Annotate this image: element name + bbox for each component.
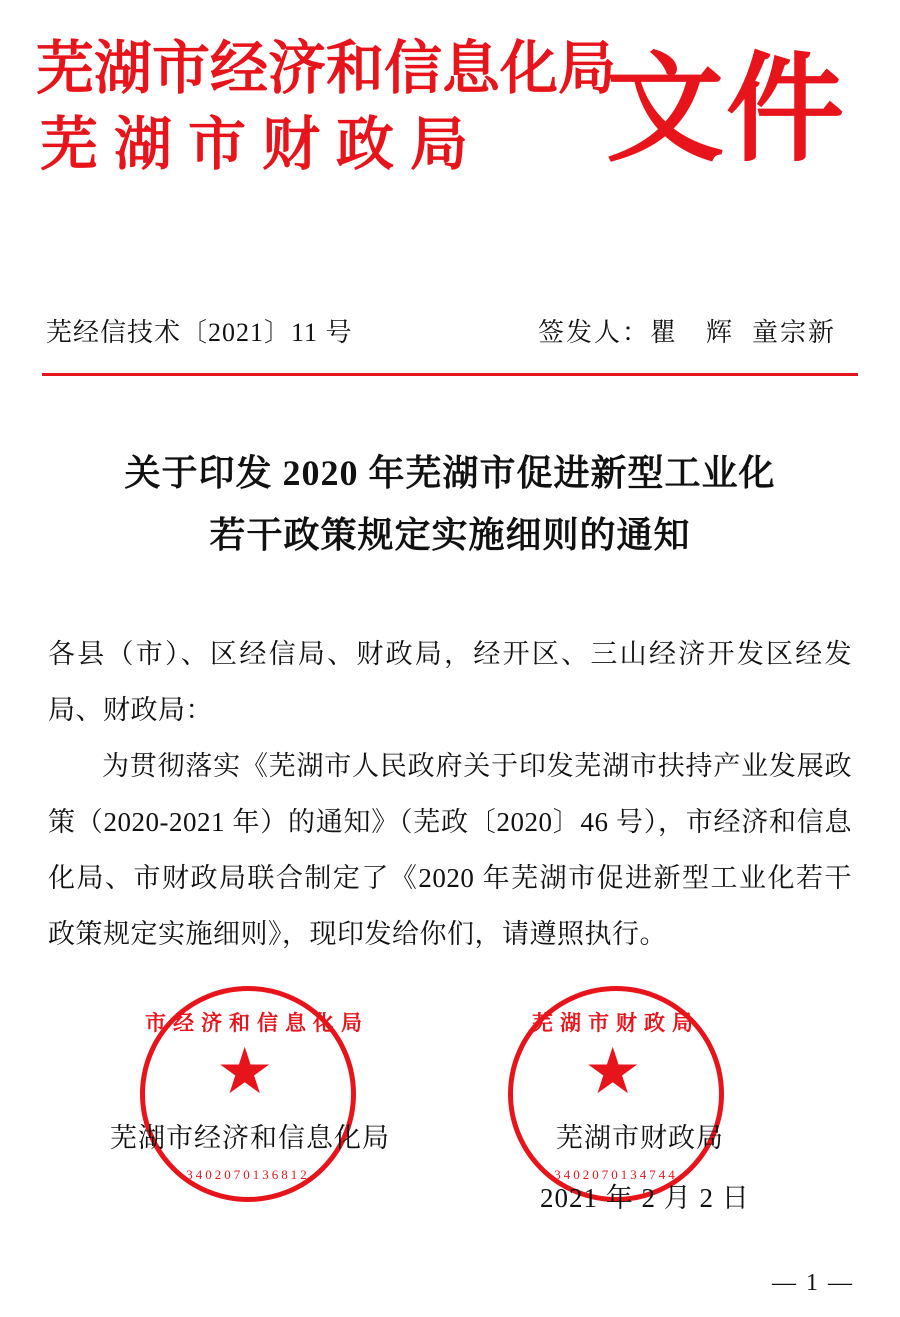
seal-2-arc-text: 芜湖市财政局 bbox=[532, 1011, 700, 1035]
signature-area bbox=[36, 976, 864, 1276]
official-seal-finance bbox=[508, 986, 724, 1202]
seal-1-arc-text: 市经济和信息化局 bbox=[145, 1011, 369, 1035]
issuing-org-line-2: 芜湖市财政局 bbox=[40, 112, 485, 177]
document-number: 芜经信技术〔2021〕11 号 bbox=[46, 318, 353, 347]
seal-1-serial: 3402070136812 bbox=[186, 1167, 310, 1182]
red-divider-rule bbox=[42, 373, 858, 376]
issue-date: 2021 年 2 月 2 日 bbox=[540, 1183, 750, 1213]
letterhead bbox=[36, 0, 864, 260]
document-number-row bbox=[36, 260, 864, 349]
signer-label: 签发人： bbox=[537, 318, 650, 347]
signer-name-1: 瞿 辉 bbox=[649, 318, 734, 347]
salutation: 各县（市）、区经信局、财政局，经开区、三山经济开发区经发局、财政局： bbox=[48, 639, 852, 725]
issuing-organizations bbox=[36, 34, 676, 180]
signer-org-label-1: 芜湖市经济和信息化局 bbox=[110, 1123, 390, 1153]
title-line-2: 若干政策规定实施细则的通知 bbox=[209, 515, 691, 555]
page-number: — 1 — bbox=[772, 1270, 854, 1296]
title-line-1: 关于印发 2020 年芜湖市促进新型工业化 bbox=[124, 453, 776, 493]
issuing-org-line-1: 芜湖市经济和信息化局 bbox=[36, 36, 617, 101]
document-title bbox=[36, 442, 864, 566]
official-seal-economy bbox=[140, 986, 369, 1202]
document-word: 文件 bbox=[605, 45, 846, 176]
document-body bbox=[36, 626, 864, 962]
signer-org-label-2: 芜湖市财政局 bbox=[556, 1123, 724, 1153]
body-paragraph-1: 为贯彻落实《芜湖市人民政府关于印发芜湖市扶持产业发展政策（2020-2021 年）的通知》（芜政〔2020〕46 号），市经济和信息化局、市财政局联合制定了《2020 年芜湖市促进新型工业化若干政策规定实施细则》，现印发给你们，请遵照执行。 bbox=[48, 751, 852, 949]
signer-block bbox=[538, 312, 842, 349]
seal-2-serial: 3402070134744 bbox=[554, 1167, 678, 1182]
signer-name-2: 童宗新 bbox=[751, 318, 836, 347]
